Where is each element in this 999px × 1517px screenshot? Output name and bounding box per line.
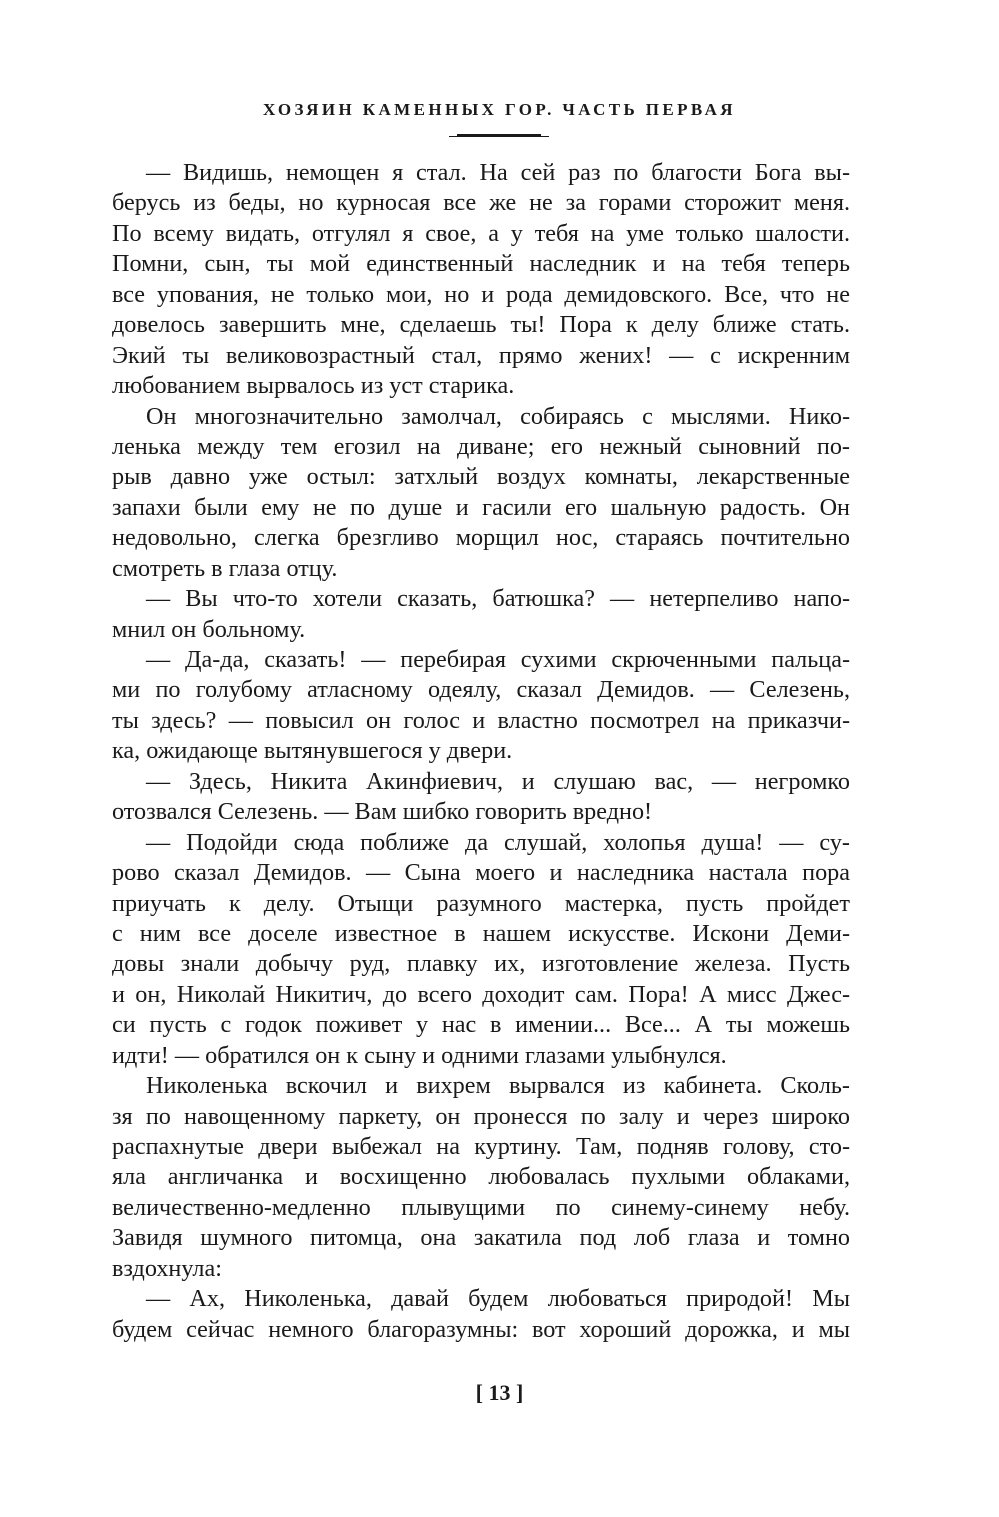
text-line: любованием вырвалось из уст старика. bbox=[112, 372, 515, 400]
text-line: ленька между тем егозил на диване; его нежный сыновний по- bbox=[112, 432, 850, 460]
paragraph bbox=[112, 402, 850, 585]
text-line: Николенька вскочил и вихрем вырвался из кабинета. Сколь- bbox=[146, 1072, 850, 1100]
header-rule bbox=[449, 136, 549, 137]
text-line: будем сейчас немного благоразумны: вот хороший дорожка, и мы bbox=[112, 1315, 850, 1343]
text-line: запахи были ему не по душе и гасили его шальную радость. Он bbox=[112, 493, 850, 521]
paragraph bbox=[112, 645, 850, 767]
text-line: все упования, не только мои, но и рода демидовского. Все, что не bbox=[112, 280, 850, 308]
text-line: По всему видать, отгулял я свое, а у тебя на уме только шалости. bbox=[112, 219, 850, 247]
text-line: Он многозначительно замолчал, собираясь с мыслями. Нико- bbox=[146, 402, 850, 430]
text-line: довелось завершить мне, сделаешь ты! Пора к делу ближе стать. bbox=[112, 311, 850, 339]
text-line: с ним все доселе известное в нашем искусстве. Искони Деми- bbox=[112, 919, 850, 947]
text-line: и он, Николай Никитич, до всего доходит сам. Пора! А мисс Джес- bbox=[112, 980, 850, 1008]
text-line: си пусть с годок поживет у нас в имении... Все... А ты можешь bbox=[112, 1011, 850, 1039]
text-line: берусь из беды, но курносая все же не за горами сторожит меня. bbox=[112, 189, 850, 217]
text-line: недовольно, слегка брезгливо морщил нос, стараясь почтительно bbox=[112, 524, 850, 552]
text-line: — Здесь, Никита Акинфиевич, и слушаю вас, — негромко bbox=[146, 767, 850, 795]
paragraph bbox=[112, 584, 850, 645]
text-line: — Ах, Николенька, давай будем любоваться природой! Мы bbox=[146, 1285, 850, 1313]
text-line: Завидя шумного питомца, она закатила под лоб глаза и томно bbox=[112, 1224, 850, 1252]
running-head: ХОЗЯИН КАМЕННЫХ ГОР. ЧАСТЬ ПЕРВАЯ bbox=[263, 100, 736, 119]
text-line: приучать к делу. Отыщи разумного мастерка, пусть пройдет bbox=[112, 889, 850, 917]
paragraph bbox=[112, 1284, 850, 1345]
text-line: мнил он больному. bbox=[112, 615, 306, 643]
text-line: ми по голубому атласному одеялу, сказал Демидов. — Селезень, bbox=[112, 676, 850, 704]
text-line: рово сказал Демидов. — Сына моего и наследника настала пора bbox=[112, 859, 850, 887]
text-line: зя по навощенному паркету, он пронесся по залу и через широко bbox=[112, 1102, 850, 1130]
text-line: отозвался Селезень. — Вам шибко говорить вредно! bbox=[112, 798, 653, 826]
page-number: [ 13 ] bbox=[475, 1380, 524, 1405]
text-line: ты здесь? — повысил он голос и властно посмотрел на приказчи- bbox=[112, 706, 850, 734]
text-line: довы знали добычу руд, плавку их, изготовление железа. Пусть bbox=[112, 950, 850, 978]
text-line: — Да-да, сказать! — перебирая сухими скрюченными пальца- bbox=[146, 646, 850, 673]
text-line: — Вы что-то хотели сказать, батюшка? — нетерпеливо напо- bbox=[146, 585, 850, 613]
text-line: идти! — обратился он к сыну и одними глазами улыбнулся. bbox=[112, 1041, 727, 1069]
text-line: вздохнула: bbox=[112, 1254, 222, 1282]
text-line: смотреть в глаза отцу. bbox=[112, 554, 338, 582]
paragraph bbox=[112, 828, 850, 1072]
text-line: яла англичанка и восхищенно любовалась пухлыми облаками, bbox=[112, 1163, 850, 1191]
text-line: величественно-медленно плывущими по синему-синему небу. bbox=[112, 1193, 850, 1221]
body-text bbox=[112, 158, 850, 1345]
text-line: ка, ожидающе вытянувшегося у двери. bbox=[112, 737, 513, 765]
text-line: распахнутые двери выбежал на куртину. Там, подняв голову, сто- bbox=[112, 1133, 850, 1160]
text-line: — Видишь, немощен я стал. На сей раз по благости Бога вы- bbox=[146, 159, 850, 186]
paragraph bbox=[112, 1071, 850, 1284]
text-line: Экий ты великовозрастный стал, прямо жених! — с искренним bbox=[112, 341, 850, 369]
text-line: — Подойди сюда поближе да слушай, холопья душа! — су- bbox=[146, 828, 850, 856]
paragraph bbox=[112, 158, 850, 402]
text-line: рыв давно уже остыл: затхлый воздух комнаты, лекарственные bbox=[112, 463, 850, 491]
text-line: Помни, сын, ты мой единственный наследник и на тебя теперь bbox=[112, 250, 850, 278]
paragraph bbox=[112, 767, 850, 828]
